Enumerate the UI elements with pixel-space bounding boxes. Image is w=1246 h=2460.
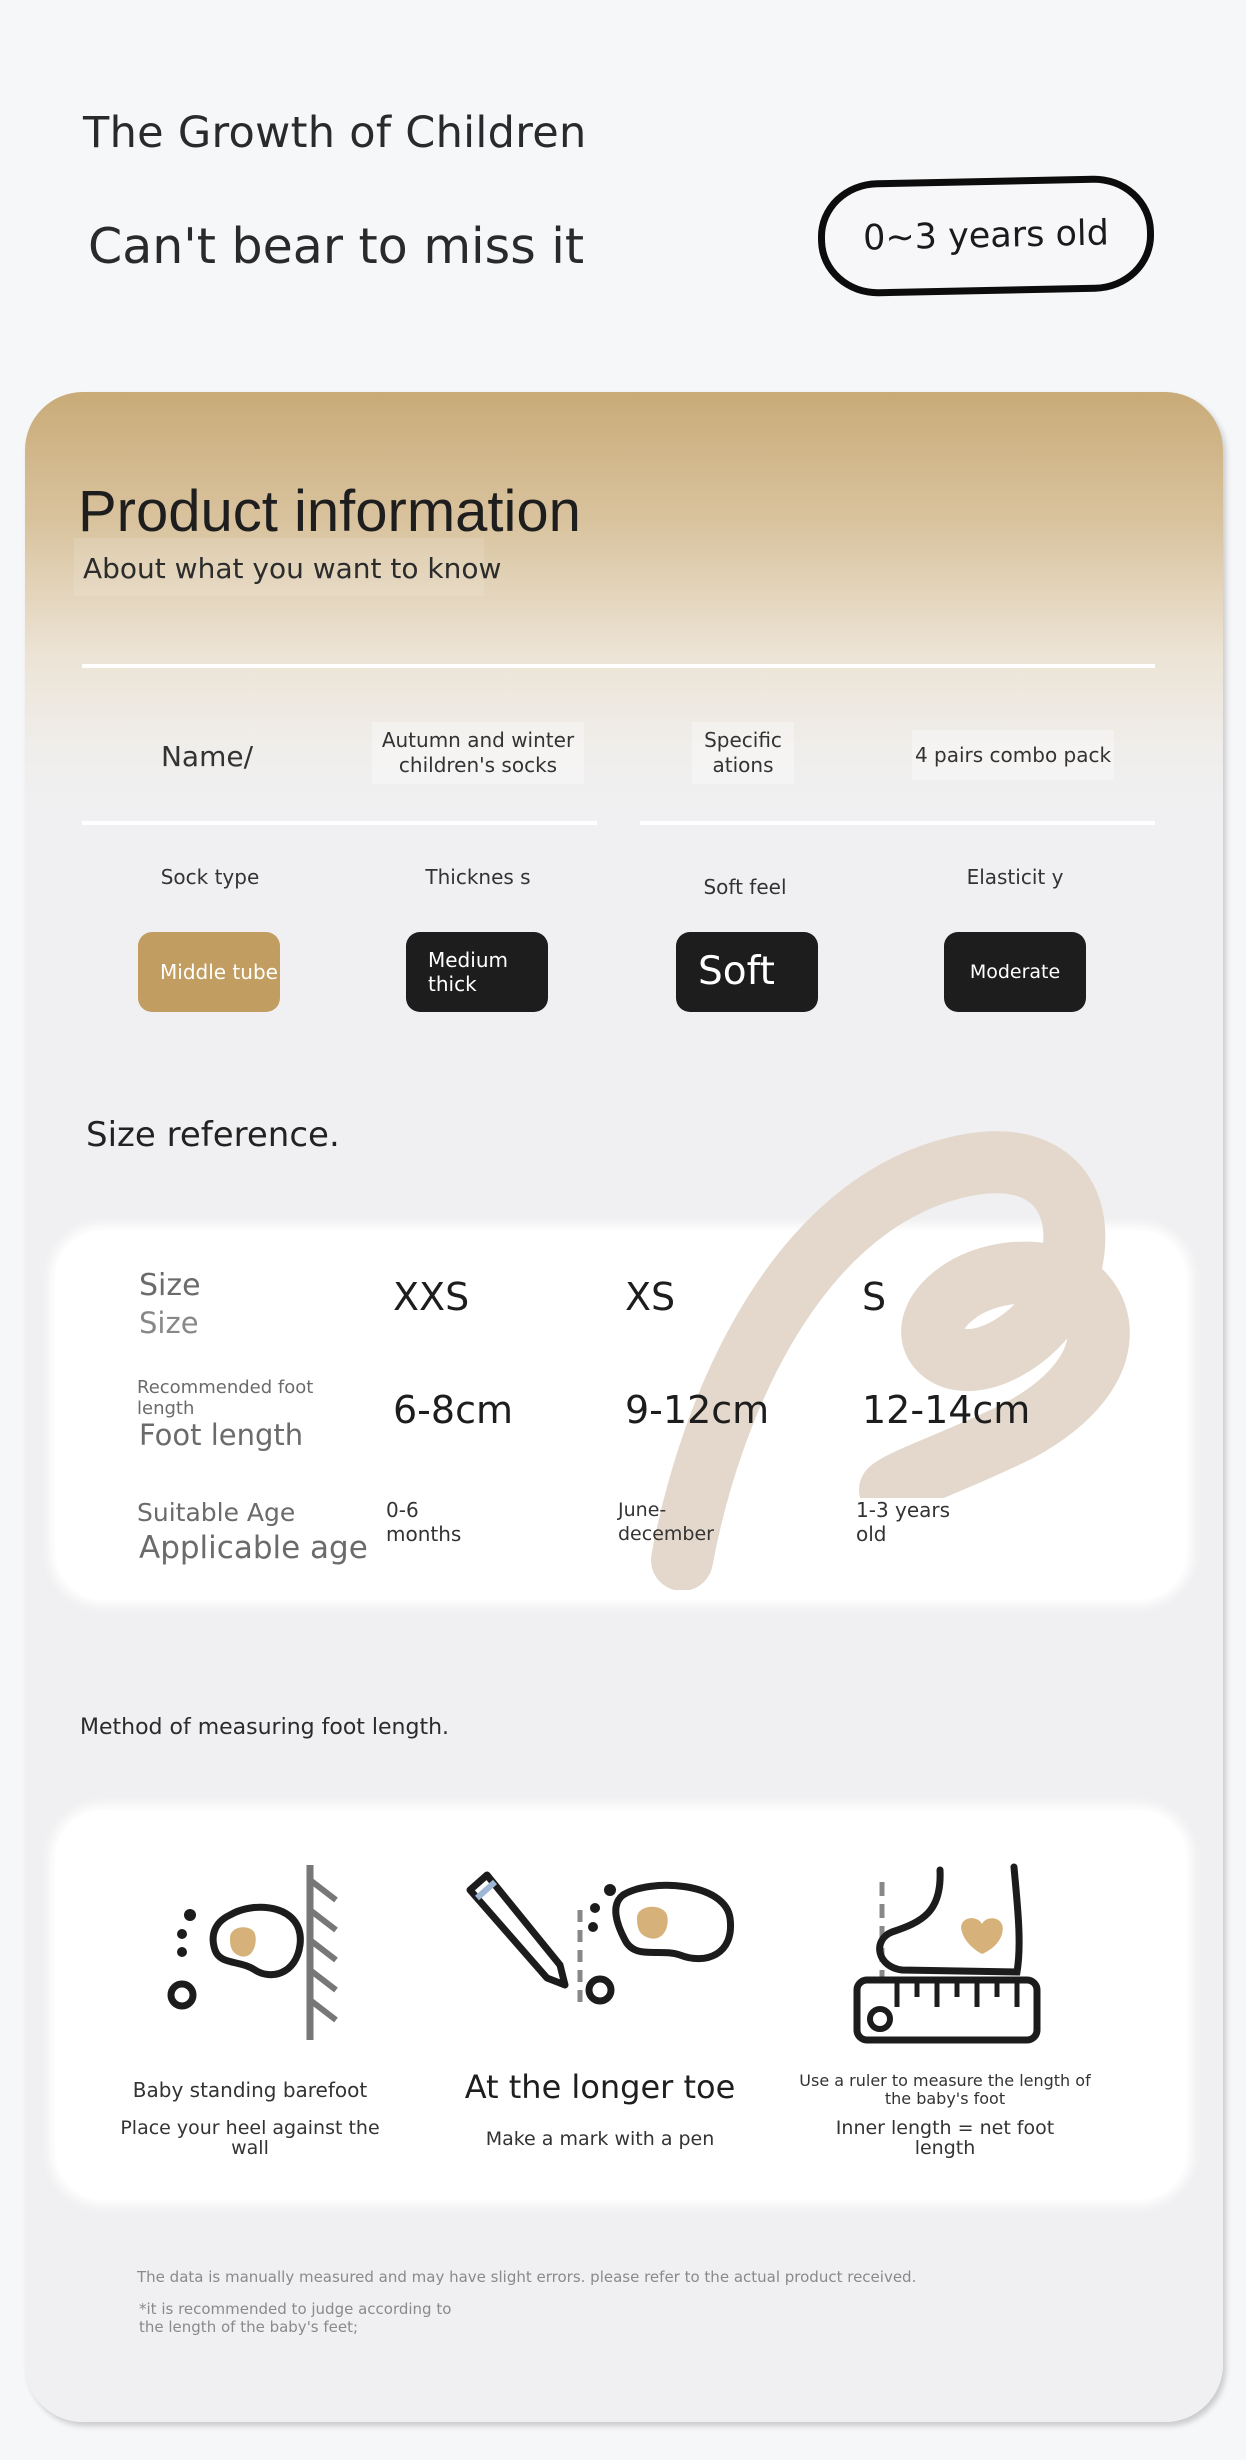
pen-mark-toe-icon [465, 1870, 740, 2020]
spec-label-sock-type: Sock type [160, 865, 260, 889]
header-subtitle: Can't bear to miss it [88, 218, 585, 275]
row-label-age-large: Applicable age [139, 1530, 368, 1566]
row-label-size-small: Size [139, 1268, 201, 1303]
divider-top [82, 664, 1155, 668]
age-xs: June- december [618, 1499, 714, 1545]
size-xs: XS [625, 1275, 676, 1319]
foot-xs: 9-12cm [625, 1388, 770, 1432]
spec-label-elasticity: Elasticit y [966, 865, 1064, 889]
badge-medium-thick: Medium thick [406, 932, 548, 1012]
badge-soft: Soft [676, 932, 818, 1012]
foot-s: 12-14cm [862, 1388, 1031, 1432]
ruler-measure-icon [852, 1862, 1047, 2047]
spec-label: Specific ations [692, 722, 794, 784]
step2-caption: At the longer toe [464, 2068, 736, 2106]
row-label-size-large: Size [139, 1306, 199, 1340]
badge-middle-tube: Middle tube [138, 932, 280, 1012]
note-measurement: The data is manually measured and may have slight errors. please refer to the actual product received. [137, 2268, 917, 2286]
row-label-foot-small: Recommended foot length [137, 1377, 314, 1419]
product-info-title: Product information [78, 479, 581, 544]
size-s: S [862, 1275, 887, 1319]
note-recommendation: *it is recommended to judge according to the length of the baby's feet; [139, 2300, 452, 2336]
step1-detail: Place your heel against the wall [120, 2117, 380, 2159]
foot-xxs: 6-8cm [393, 1388, 513, 1432]
header-title: The Growth of Children [83, 108, 587, 158]
step1-caption: Baby standing barefoot [132, 2078, 368, 2102]
spec-label-thickness: Thicknes s [425, 865, 531, 889]
product-info-subtitle: About what you want to know [83, 552, 502, 585]
step2-detail: Make a mark with a pen [485, 2128, 715, 2150]
age-s: 1-3 years old [856, 1498, 966, 1546]
age-xxs: 0-6 months [386, 1498, 462, 1546]
foot-against-wall-icon [160, 1860, 345, 2045]
age-badge [817, 174, 1155, 297]
row-label-foot-large: Foot length [139, 1418, 304, 1452]
name-label: Name/ [160, 739, 254, 773]
badge-moderate: Moderate [944, 932, 1086, 1012]
step3-detail: Inner length = net foot length [835, 2117, 1055, 2159]
divider-right [640, 821, 1155, 825]
divider-left [82, 821, 597, 825]
size-reference-title: Size reference. [86, 1115, 340, 1155]
row-label-age-small: Suitable Age [137, 1498, 296, 1527]
step3-caption: Use a ruler to measure the length of the baby's foot [799, 2071, 1091, 2108]
size-xxs: XXS [393, 1275, 470, 1319]
name-value: Autumn and winter children's socks [372, 722, 584, 784]
method-title: Method of measuring foot length. [80, 1715, 450, 1740]
spec-value: 4 pairs combo pack [912, 730, 1114, 780]
age-badge-label: 0~3 years old [862, 213, 1110, 259]
spec-label-soft-feel: Soft feel [703, 875, 787, 899]
